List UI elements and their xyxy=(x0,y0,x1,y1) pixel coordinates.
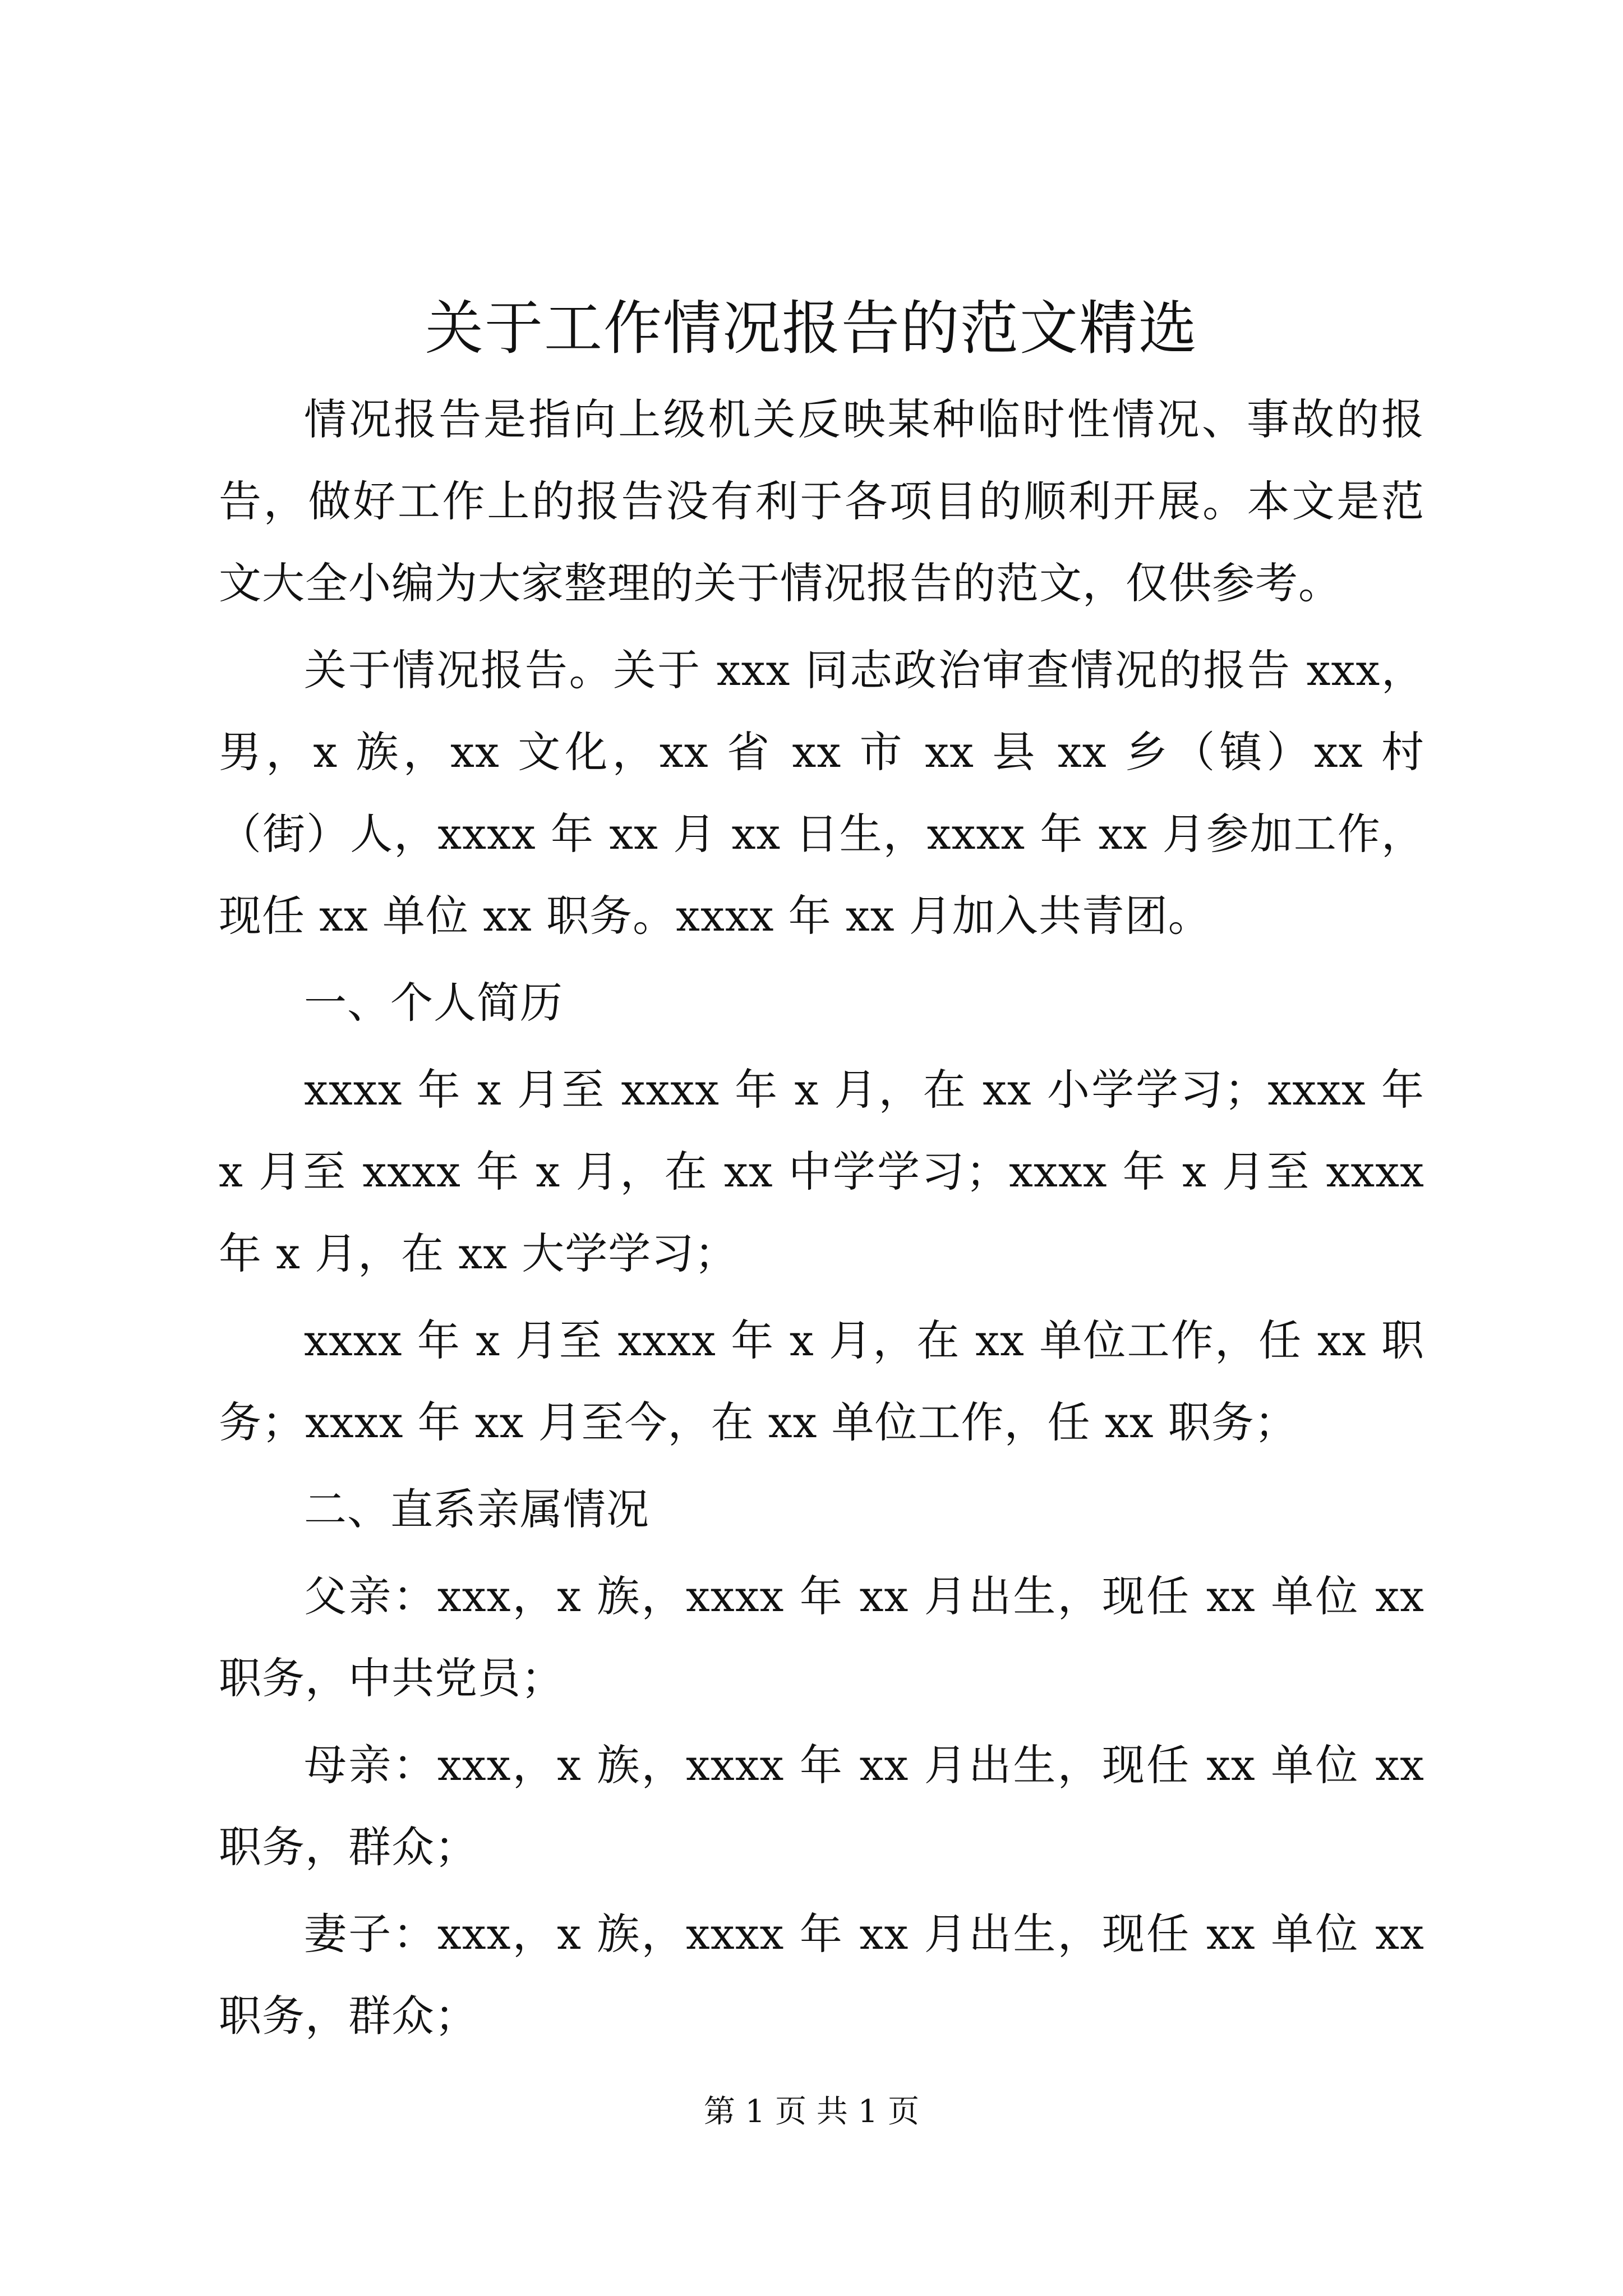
document-title: 关于工作情况报告的范文精选 xyxy=(425,294,1198,362)
page-footer: 第 1 页 共 1 页 xyxy=(703,2093,920,2130)
paragraph-mother: 母亲：xxx，x 族，xxxx 年 xx 月出生，现任 xx 单位 xx 职务，群众； xyxy=(219,1740,1424,1872)
paragraph-report: 关于情况报告。关于 xxx 同志政治审查情况的报告 xxx，男，x 族，xx 文化，xx 省 xx 市 xx 县 xx 乡（镇）xx 村（街）人，xxxx 年 xx 月 xx 日生，xxxx 年 xx 月参加工作，现任 xx 单位 xx 职务。xxxx 年 xx 月加入共青团。 xyxy=(219,645,1424,941)
paragraph-wife: 妻子：xxx，x 族，xxxx 年 xx 月出生，现任 xx 单位 xx 职务，群众； xyxy=(219,1909,1424,2041)
section-heading-relatives: 二、直系亲属情况 xyxy=(304,1484,649,1534)
section-heading-resume: 一、个人简历 xyxy=(304,978,563,1028)
document-body xyxy=(219,379,1424,2062)
paragraph-intro: 情况报告是指向上级机关反映某种临时性情况、事故的报告，做好工作上的报告没有利于各项目的顺利开展。本文是范文大全小编为大家整理的关于情况报告的范文，仅供参考。 xyxy=(219,394,1424,608)
paragraph-education: xxxx 年 x 月至 xxxx 年 x 月，在 xx 小学学习；xxxx 年 x 月至 xxxx 年 x 月，在 xx 中学学习；xxxx 年 x 月至 xxxx 年 x 月，在 xx 大学学习； xyxy=(219,1065,1424,1278)
paragraph-work: xxxx 年 x 月至 xxxx 年 x 月，在 xx 单位工作，任 xx 职务；xxxx 年 xx 月至今，在 xx 单位工作，任 xx 职务； xyxy=(219,1315,1424,1447)
paragraph-father: 父亲：xxx，x 族，xxxx 年 xx 月出生，现任 xx 单位 xx 职务，中共党员； xyxy=(219,1571,1424,1703)
